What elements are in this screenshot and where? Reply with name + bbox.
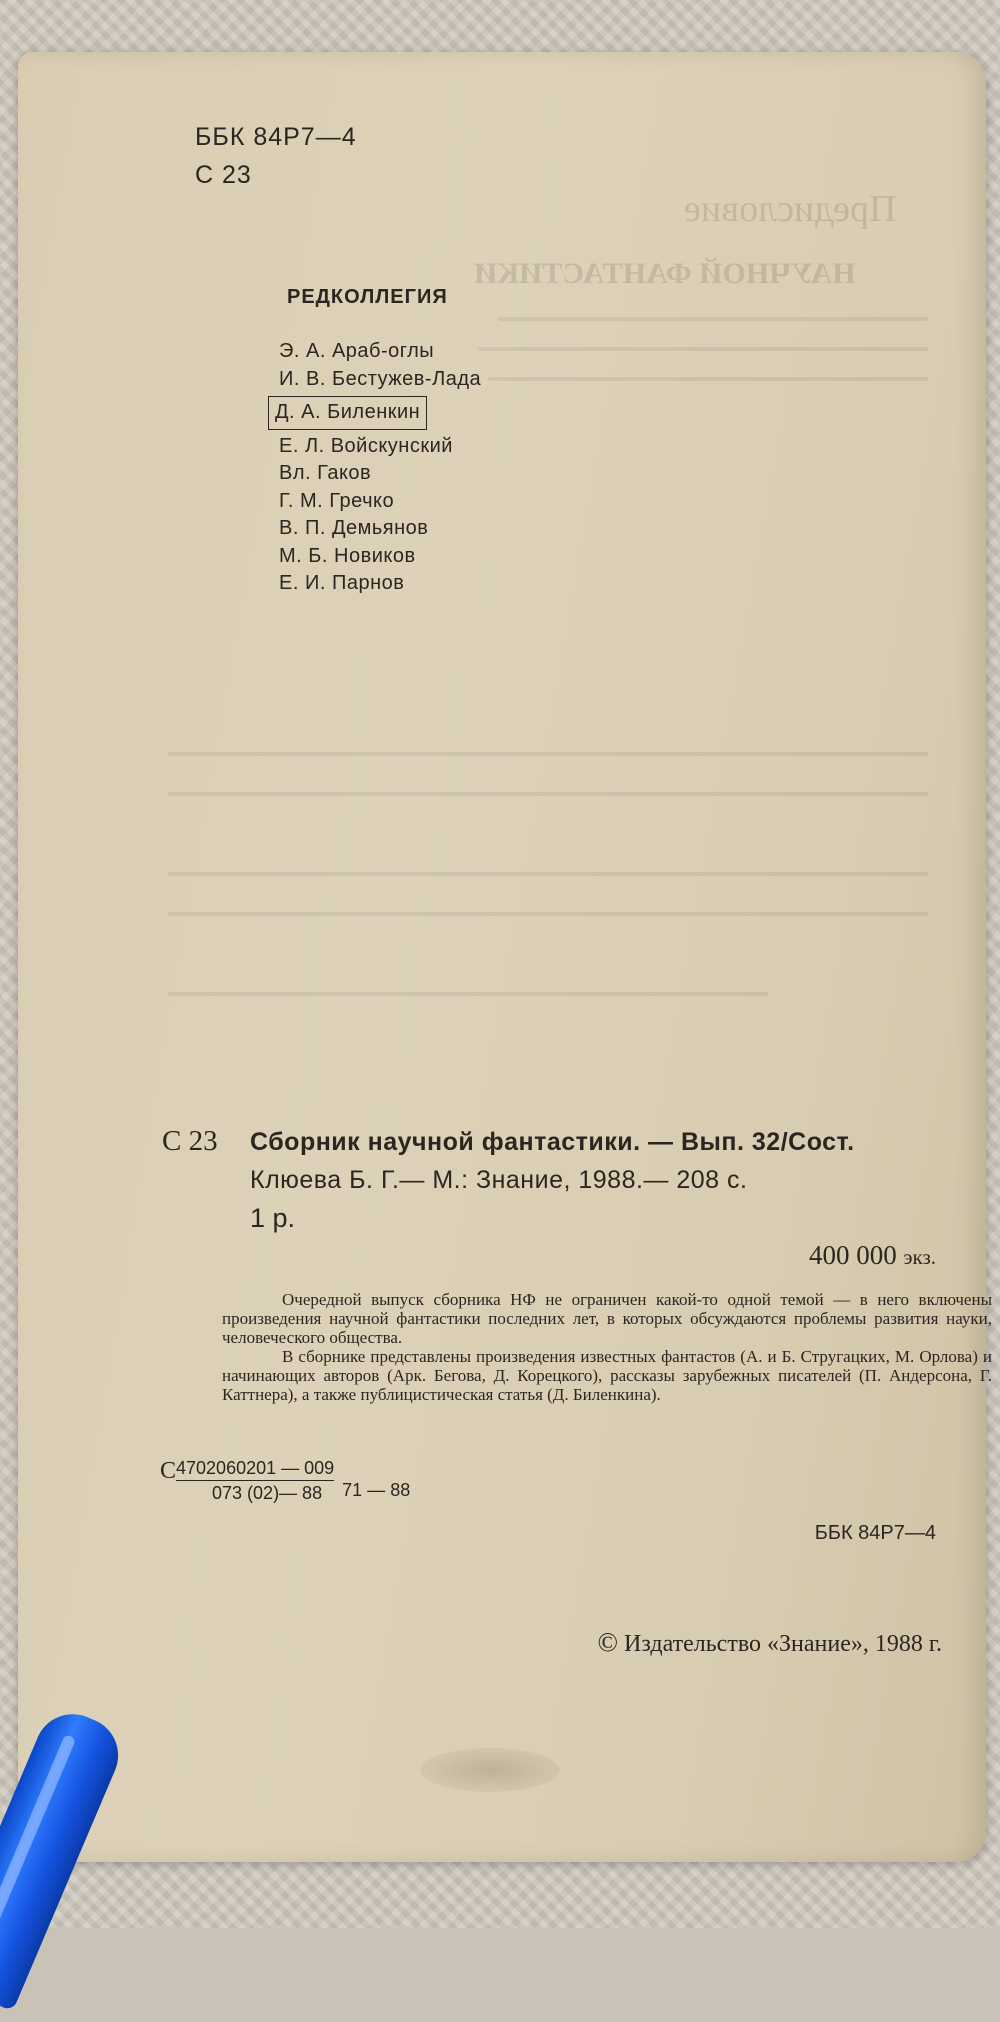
board-member: Э. А. Араб-оглы [279, 340, 435, 362]
index-prefix: С [160, 1458, 177, 1484]
bleed-through-heading: Предисловие [683, 188, 896, 230]
book-title-line: Сборник научной фантастики. — Вып. 32/Сост. [250, 1128, 855, 1156]
bleed-through-line [168, 912, 928, 916]
bbk-code: ББК 84Р7—4 [195, 123, 357, 151]
copyright-text: Издательство «Знание», 1988 г. [624, 1631, 942, 1657]
editorial-board-title: РЕДКОЛЛЕГИЯ [287, 286, 448, 308]
index-formula [160, 1458, 410, 1504]
bleed-through-line [168, 992, 768, 996]
board-member: Г. М. Гречко [279, 489, 395, 512]
bibliographic-code: С 23 [162, 1125, 218, 1157]
board-member: М. Б. Новиков [279, 544, 416, 567]
bleed-through-line [168, 872, 928, 876]
copyright-icon: © [597, 1627, 618, 1657]
board-member: В. П. Демьянов [279, 517, 429, 539]
index-denominator: 073 (02)— 88 [212, 1483, 323, 1503]
author-mark: С 23 [195, 161, 252, 189]
bleed-through-line [168, 792, 928, 796]
print-run-number: 400 000 [809, 1240, 897, 1270]
board-member: И. В. Бестужев-Лада [279, 367, 482, 390]
bibliographic-record [162, 1122, 855, 1237]
bleed-through-line [168, 752, 928, 756]
print-run-unit: экз. [903, 1245, 936, 1269]
board-member: Е. И. Парнов [279, 572, 405, 594]
paper-stain [420, 1748, 560, 1792]
bbk-footer: ББК 84Р7—4 [814, 1522, 936, 1544]
bleed-through-line [498, 317, 928, 321]
board-member: Вл. Гаков [279, 462, 372, 484]
price: 1 р. [250, 1203, 296, 1233]
board-member-framed: Д. А. Биленкин [268, 396, 427, 430]
print-run [809, 1240, 936, 1271]
bbk-header [195, 118, 357, 194]
annotation [222, 1290, 992, 1404]
copyright-line [597, 1627, 942, 1658]
board-member: Е. Л. Войскунский [279, 434, 453, 457]
index-suffix: 71 — 88 [342, 1480, 411, 1500]
editorial-board-list [277, 338, 481, 598]
bleed-through-line [478, 347, 928, 351]
book-page [18, 52, 986, 1862]
index-numerator: 4702060201 — 009 [176, 1458, 334, 1481]
bleed-through-subheading: НАУЧНОЙ ФАНТАСТИКИ [474, 257, 856, 290]
annotation-paragraph: В сборнике представлены произведения известных фантастов (А. и Б. Стругацких, М. Орлова) и начинающих авторов (Арк. Бегова, Д. Корецкого), рассказы зарубежных писателей (П. Андерсона, Г. Каттнера), а также публицистическая статья (Д. Биленкина). [222, 1347, 992, 1404]
bleed-through-line [488, 377, 928, 381]
annotation-paragraph: Очередной выпуск сборника НФ не ограничен какой-то одной темой — в него включены произведения научной фантастики последних лет, в которых обсуждаются проблемы развития науки, человеческого общества. [222, 1290, 992, 1347]
compiler-publisher-line: Клюева Б. Г.— М.: Знание, 1988.— 208 с. [250, 1166, 748, 1194]
